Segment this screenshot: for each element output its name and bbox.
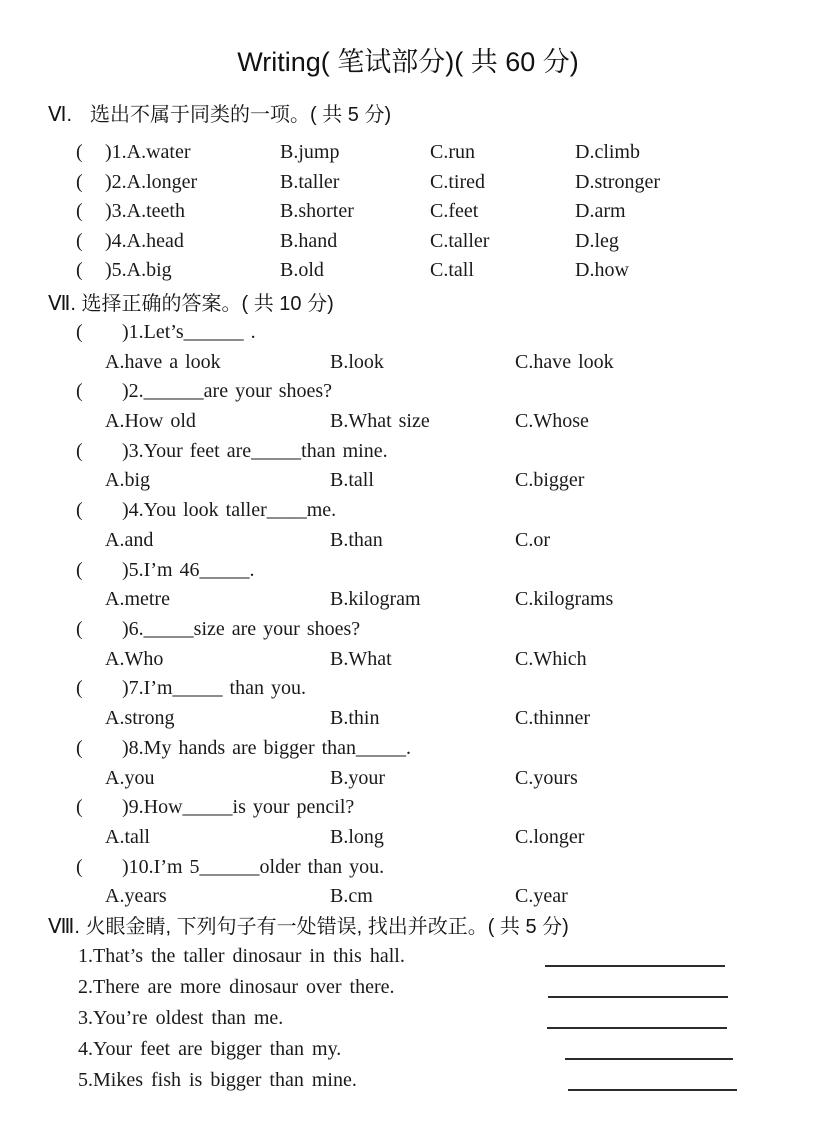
option-a: A.years: [105, 885, 167, 908]
section-viii-title: 火眼金睛, 下列句子有一处错误, 找出并改正。( 共 5 分): [85, 916, 569, 939]
question-row: [0, 227, 816, 257]
section-vi-numeral: Ⅵ.: [48, 104, 73, 126]
answer-bracket: (: [76, 677, 83, 700]
section-vii-header: [0, 291, 816, 318]
question-row: [0, 734, 816, 764]
section-viii-sentence-list: [0, 941, 816, 1096]
option-d: D.climb: [575, 141, 640, 163]
options-row: [0, 823, 816, 853]
option-c: C.tall: [430, 259, 474, 282]
sentence-text: 1.That’s the taller dinosaur in this hall.: [78, 945, 405, 968]
question-stem: )1.Let’s______ .: [122, 320, 256, 343]
answer-bracket: (: [76, 618, 83, 640]
page-title: Writing( 笔试部分)( 共 60 分): [237, 47, 579, 77]
option-b: B.What size: [330, 410, 430, 433]
correction-row: [0, 1065, 816, 1096]
answer-blank-line: [565, 1058, 733, 1060]
options-row: [0, 585, 816, 615]
option-c: C.feet: [430, 200, 479, 223]
question-row: [0, 853, 816, 883]
option-c: C.longer: [515, 825, 585, 848]
answer-bracket: (: [76, 320, 83, 343]
correction-row: [0, 941, 816, 972]
options-row: [0, 645, 816, 675]
option-d: D.arm: [575, 200, 626, 223]
answer-bracket: (: [76, 259, 83, 282]
option-a: A.strong: [105, 707, 175, 730]
section-vi-title: 选出不属于同类的一项。( 共 5 分): [90, 104, 392, 126]
answer-bracket: (: [76, 200, 83, 223]
option-b: B.hand: [280, 229, 338, 252]
answer-bracket: (: [76, 499, 83, 522]
answer-blank-line: [547, 1027, 727, 1029]
option-a: A.How old: [105, 410, 196, 433]
question-row: [0, 318, 816, 348]
option-c: C.thinner: [515, 707, 590, 730]
option-a: A.tall: [105, 825, 150, 848]
question-stem: )9.How_____is your pencil?: [122, 796, 355, 819]
option-b: B.shorter: [280, 200, 354, 223]
section-viii-numeral: Ⅷ.: [48, 916, 80, 939]
option-c: C.yours: [515, 766, 578, 789]
option-c: C.taller: [430, 229, 490, 252]
question-stem: )2.A.longer: [105, 170, 198, 193]
question-stem: )1.A.water: [105, 141, 191, 163]
question-stem: )7.I’m_____ than you.: [122, 677, 306, 700]
question-stem: )4.You look taller____me.: [122, 499, 337, 522]
question-row: [0, 197, 816, 227]
question-stem: )3.A.teeth: [105, 200, 185, 223]
option-a: A.big: [105, 469, 150, 492]
question-stem: )5.I’m 46_____.: [122, 558, 255, 581]
correction-row: [0, 972, 816, 1003]
section-vi-header: [0, 102, 816, 129]
answer-bracket: (: [76, 380, 83, 403]
option-b: B.tall: [330, 469, 374, 492]
correction-row: [0, 1034, 816, 1065]
option-b: B.than: [330, 528, 383, 551]
sentence-text: 5.Mikes fish is bigger than mine.: [78, 1069, 357, 1092]
options-row: [0, 526, 816, 556]
question-stem: )5.A.big: [105, 259, 172, 282]
option-c: C.Whose: [515, 410, 589, 433]
question-row: [0, 674, 816, 704]
option-b: B.kilogram: [330, 588, 421, 611]
options-row: [0, 466, 816, 496]
question-stem: )3.Your feet are_____than mine.: [122, 439, 388, 462]
question-row: [0, 377, 816, 407]
sentence-text: 4.Your feet are bigger than my.: [78, 1038, 342, 1061]
answer-bracket: (: [76, 796, 83, 819]
answer-blank-line: [548, 996, 728, 998]
sentence-text: 3.You’re oldest than me.: [78, 1007, 284, 1030]
options-row: [0, 348, 816, 378]
question-stem: )2.______are your shoes?: [122, 380, 333, 403]
option-b: B.long: [330, 825, 384, 848]
options-row: [0, 882, 816, 912]
section-vii-numeral: Ⅶ.: [48, 292, 76, 315]
option-c: C.kilograms: [515, 588, 614, 611]
option-a: A.and: [105, 528, 154, 551]
question-stem: )8.My hands are bigger than_____.: [122, 736, 412, 759]
options-row: [0, 704, 816, 734]
option-b: B.look: [330, 350, 384, 373]
option-a: A.metre: [105, 588, 170, 611]
answer-bracket: (: [76, 170, 83, 193]
option-b: B.old: [280, 259, 324, 282]
section-viii-header: [0, 914, 816, 941]
option-b: B.your: [330, 766, 385, 789]
question-stem: )6._____size are your shoes?: [122, 618, 361, 640]
question-row: [0, 556, 816, 586]
question-row: [0, 138, 816, 168]
options-row: [0, 407, 816, 437]
question-row: [0, 437, 816, 467]
sentence-text: 2.There are more dinosaur over there.: [78, 976, 395, 999]
option-c: C.or: [515, 528, 550, 551]
answer-blank-line: [568, 1089, 737, 1091]
question-row: [0, 793, 816, 823]
question-row: [0, 496, 816, 526]
answer-bracket: (: [76, 439, 83, 462]
question-row: [0, 615, 816, 645]
option-a: A.have a look: [105, 350, 221, 373]
option-a: A.you: [105, 766, 155, 789]
option-a: A.Who: [105, 647, 164, 670]
question-row: [0, 256, 816, 286]
option-b: B.What: [330, 647, 392, 670]
answer-bracket: (: [76, 736, 83, 759]
section-vii-title: 选择正确的答案。( 共 10 分): [81, 292, 334, 315]
correction-row: [0, 1003, 816, 1034]
option-d: D.leg: [575, 229, 619, 252]
option-c: C.tired: [430, 170, 485, 193]
answer-bracket: (: [76, 229, 83, 252]
answer-blank-line: [545, 965, 725, 967]
option-c: C.have look: [515, 350, 614, 373]
option-c: C.year: [515, 885, 568, 908]
option-c: C.bigger: [515, 469, 585, 492]
section-vii-question-list: [0, 318, 816, 912]
option-c: C.Which: [515, 647, 587, 670]
option-b: B.jump: [280, 141, 340, 163]
section-vi-question-list: [0, 138, 816, 286]
option-b: B.thin: [330, 707, 380, 730]
question-row: [0, 168, 816, 198]
option-c: C.run: [430, 141, 475, 163]
option-b: B.taller: [280, 170, 340, 193]
answer-bracket: (: [76, 558, 83, 581]
answer-bracket: (: [76, 855, 83, 878]
answer-bracket: (: [76, 141, 83, 163]
option-b: B.cm: [330, 885, 373, 908]
question-stem: )10.I’m 5______older than you.: [122, 855, 385, 878]
options-row: [0, 764, 816, 794]
question-stem: )4.A.head: [105, 229, 184, 252]
option-d: D.how: [575, 259, 629, 282]
option-d: D.stronger: [575, 170, 660, 193]
